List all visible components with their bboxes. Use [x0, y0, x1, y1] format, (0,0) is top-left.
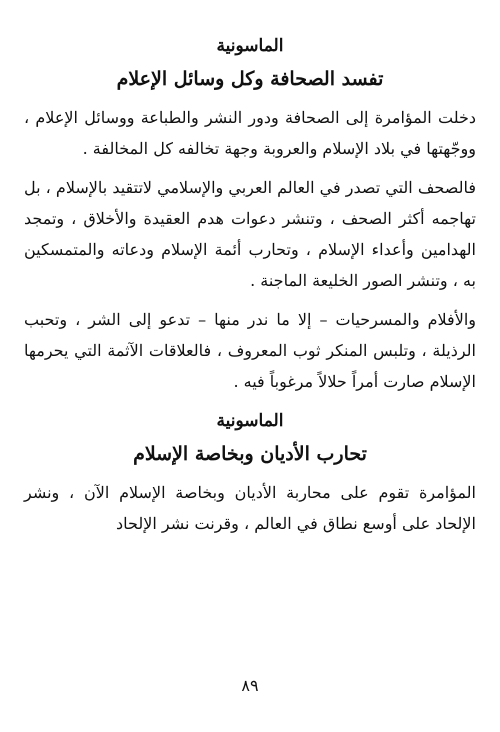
paragraph: المؤامرة تقوم على محاربة الأديان وبخاصة الإسلام الآن ، ونشر الإلحاد على أوسع نطاق في العالم ، وقرنت نشر الإلحاد [24, 483, 476, 533]
section-title: تحارب الأديان وبخاصة الإسلام [133, 443, 367, 465]
section-label: الماسونية [216, 36, 284, 56]
paragraph: فالصحف التي تصدر في العالم العربي والإسلامي لاتتقيد بالإسلام ، بل تهاجمه أكثر الصحف ، وتنشر دعوات هدم العقيدة والأخلاق ، وتمجد الهدامين وأعداء الإسلام ، وتحارب أئمة الإسلام ودعاته والمتمسكين به ، وتنشر الصور الخليعة الماجنة . [24, 178, 476, 290]
page-number: ٨٩ [241, 676, 259, 695]
section-label: الماسونية [216, 411, 284, 431]
section-press [24, 30, 476, 397]
section-title: تفسد الصحافة وكل وسائل الإعلام [116, 68, 384, 90]
page-body [24, 30, 476, 547]
paragraph: دخلت المؤامرة إلى الصحافة ودور النشر والطباعة ووسائل الإعلام ، ووجّهتها في بلاد الإسلام والعروبة وجهة تخالفه كل المخالفة . [24, 108, 476, 158]
section-religions [24, 405, 476, 539]
paragraph: والأفلام والمسرحيات – إلا ما ندر منها – تدعو إلى الشر ، وتحبب الرذيلة ، وتلبس المنكر ثوب المعروف ، فالعلاقات الآثمة التي يحرمها الإسلام صارت أمراً حلالاً مرغوباً فيه . [24, 310, 477, 391]
